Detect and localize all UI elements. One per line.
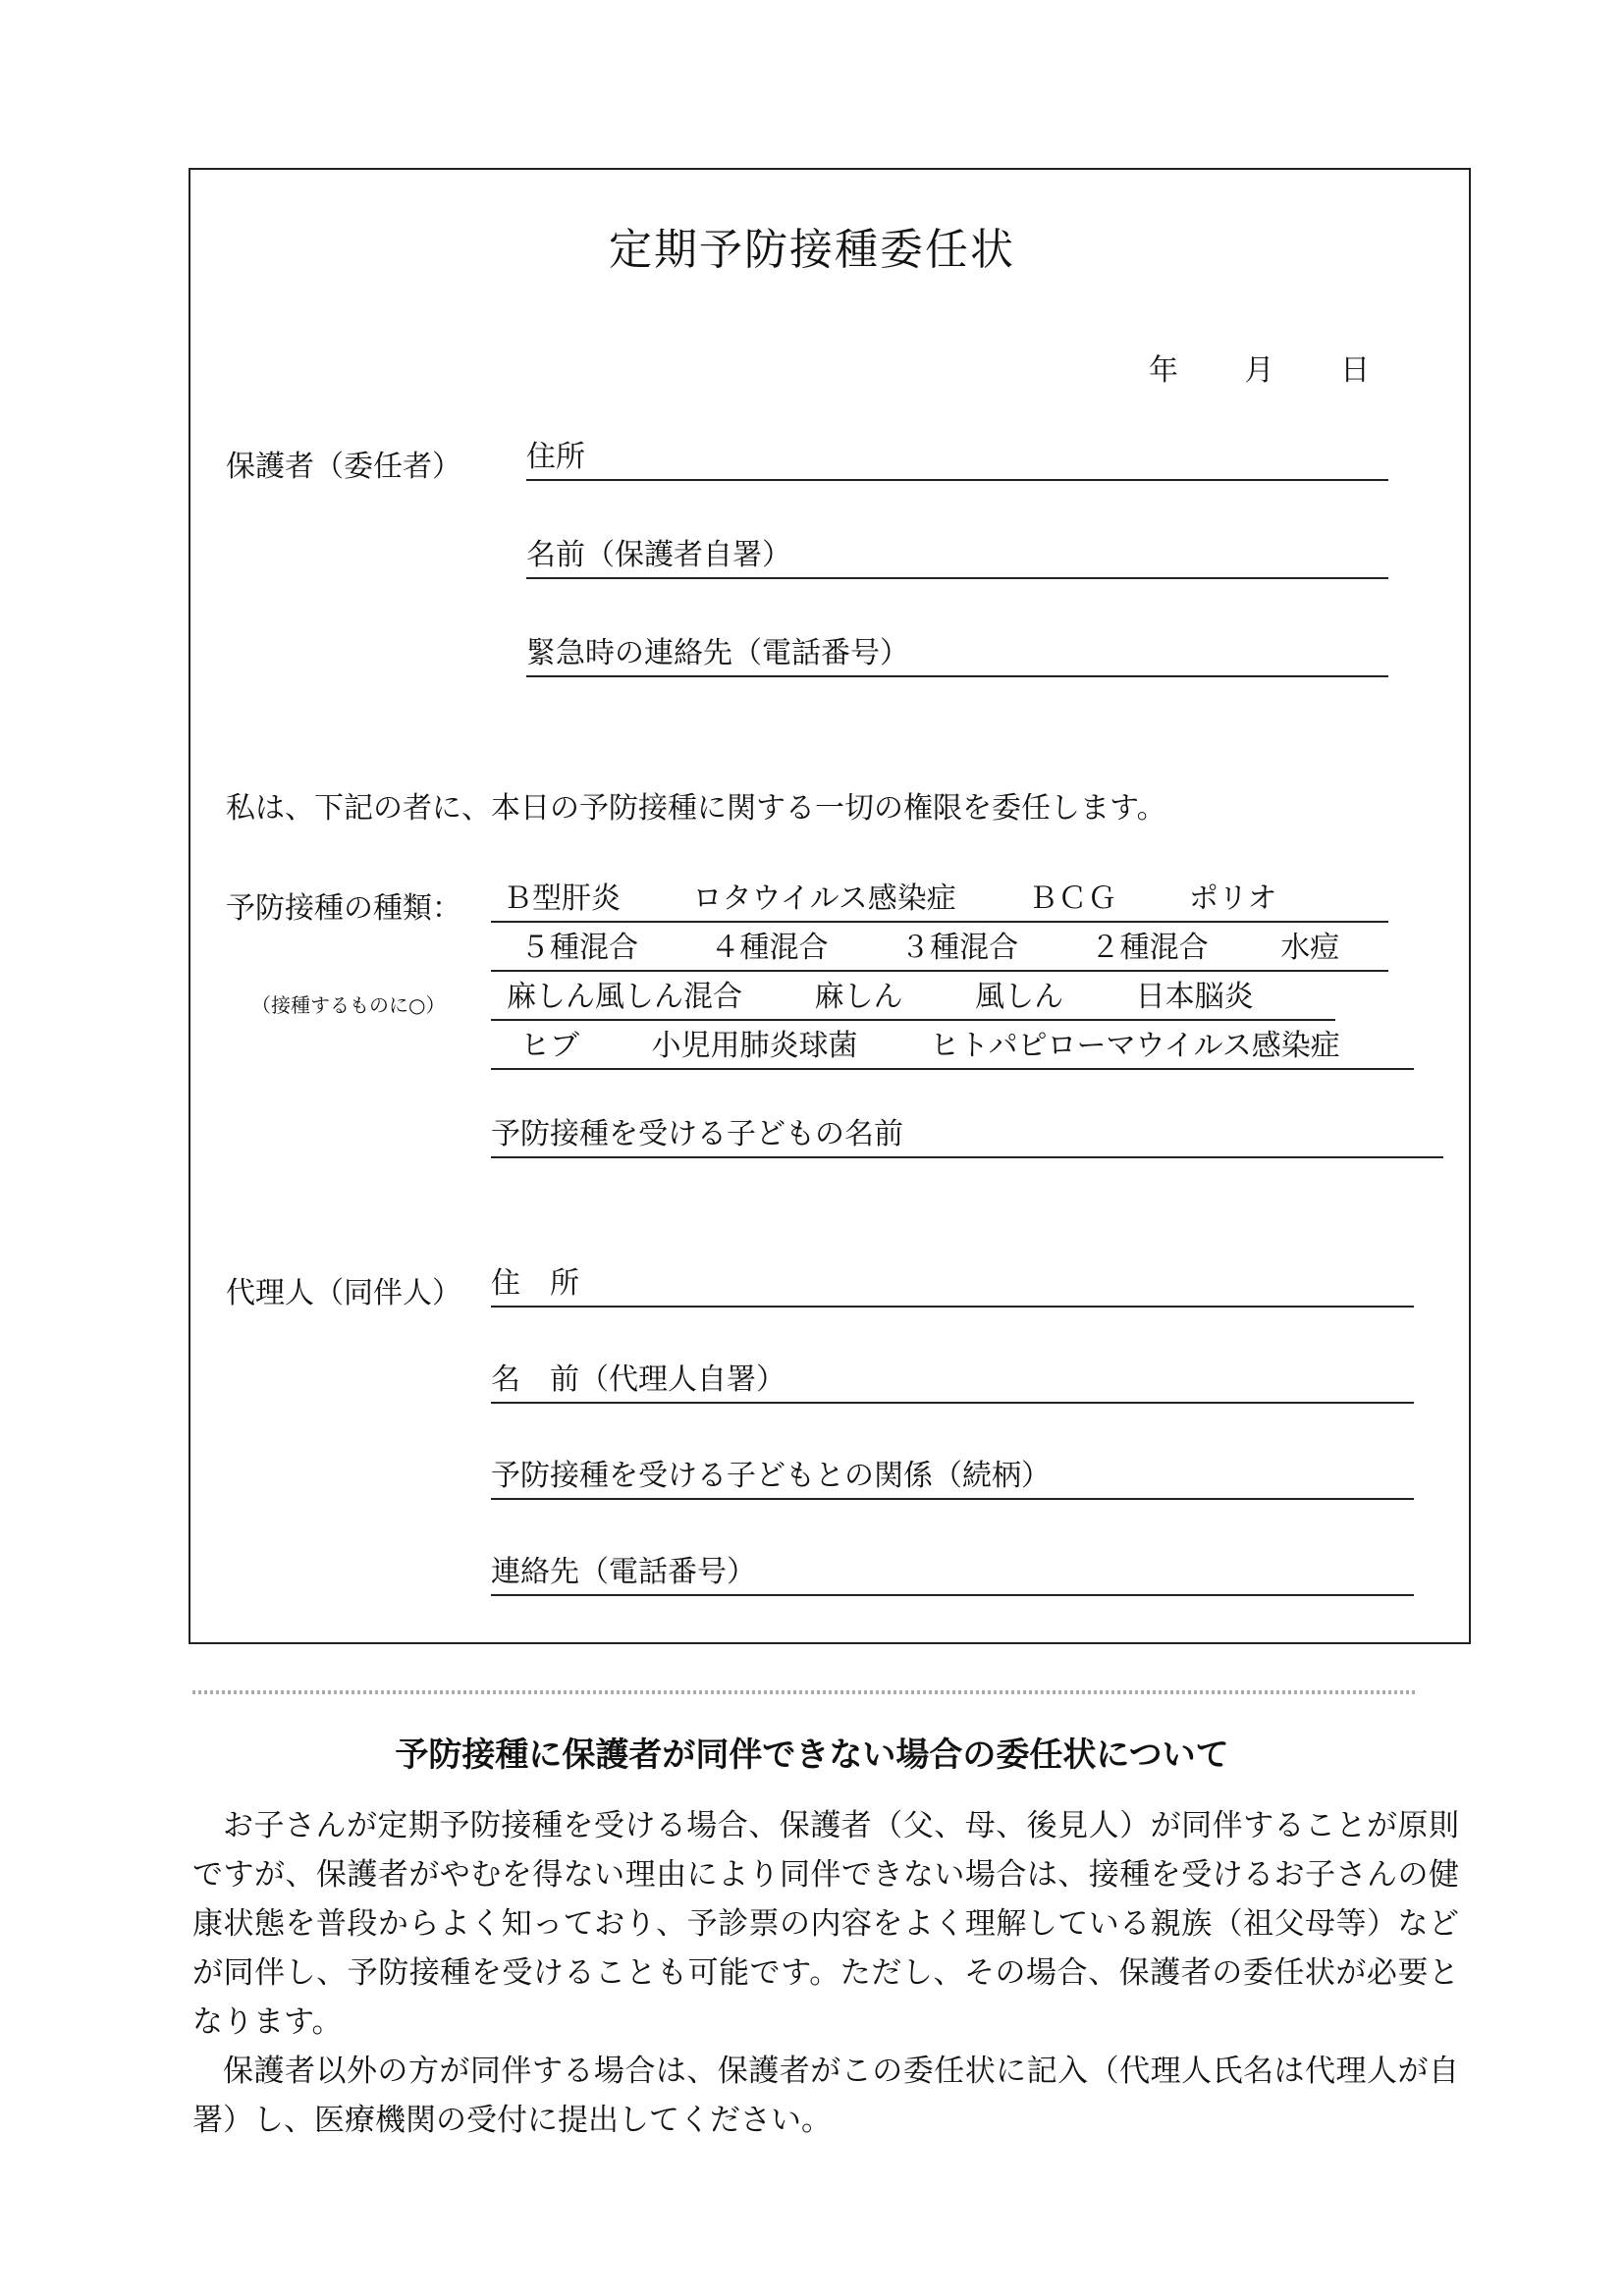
vaccine-option[interactable]: ロタウイルス感染症 (692, 881, 956, 916)
explanation-heading: 予防接種に保護者が同伴できない場合の委任状について (395, 1735, 1229, 1775)
vaccination-note: （接種するものに○） (251, 993, 446, 1017)
vaccine-option[interactable]: ４種混合 (710, 931, 829, 965)
vaccine-option[interactable]: ＢＣＧ (1028, 881, 1117, 916)
vaccine-option[interactable]: 水痘 (1280, 931, 1340, 965)
vaccine-option[interactable]: ポリオ (1188, 881, 1277, 916)
date-line (1149, 346, 1370, 389)
child-name-field[interactable]: 予防接種を受ける子どもの名前 (491, 1115, 1443, 1158)
vaccine-option[interactable]: Ｂ型肝炎 (503, 881, 621, 916)
guardian-label: 保護者（委任者） (226, 450, 461, 484)
explanation-paragraph-1: お子さんが定期予防接種を受ける場合、保護者（父、母、後見人）が同伴することが原則ですが、保護者がやむを得ない理由により同伴できない場合は、接種を受けるお子さんの健康状態を普段からよく知っており、予診票の内容をよく理解している親族（祖父母等）などが同伴し、予防接種を受けることも可能です。ただし、その場合、保護者の委任状が必要となります。 (192, 1808, 1459, 2040)
vaccine-option[interactable]: ヒブ (520, 1029, 579, 1063)
vaccination-type-label: 予防接種の種類： (226, 891, 461, 926)
vaccine-option[interactable]: 風しん (975, 980, 1064, 1014)
proxy-contact-field[interactable]: 連絡先（電話番号） (491, 1553, 1414, 1596)
proxy-name-field[interactable]: 名 前（代理人自署） (491, 1361, 1414, 1404)
date-month: 月 (1244, 353, 1274, 388)
vaccine-option[interactable]: 日本脳炎 (1135, 980, 1254, 1014)
form-title: 定期予防接種委任状 (609, 225, 1015, 275)
vaccine-row-1 (491, 880, 1388, 923)
date-day: 日 (1340, 353, 1371, 388)
proxy-label: 代理人（同伴人） (226, 1276, 461, 1310)
vaccine-option[interactable]: 麻しん (814, 980, 903, 1014)
guardian-emergency-contact-field[interactable]: 緊急時の連絡先（電話番号） (526, 634, 1388, 677)
date-year: 年 (1149, 353, 1178, 388)
explanation-paragraph-2: 保護者以外の方が同伴する場合は、保護者がこの委任状に記入（代理人氏名は代理人が自署）し、医療機関の受付に提出してください。 (192, 2054, 1459, 2138)
vaccine-row-2 (491, 929, 1388, 972)
guardian-address-field[interactable]: 住所 (526, 438, 1388, 481)
vaccine-option[interactable]: ５種混合 (520, 931, 638, 965)
proxy-address-field[interactable]: 住 所 (491, 1264, 1414, 1308)
vaccine-row-3 (491, 978, 1335, 1021)
vaccine-option[interactable]: ３種混合 (900, 931, 1019, 965)
proxy-relationship-field[interactable]: 予防接種を受ける子どもとの関係（続柄） (491, 1457, 1414, 1500)
explanation-body (192, 1801, 1459, 2145)
vaccine-option[interactable]: ２種混合 (1090, 931, 1209, 965)
vaccine-row-4 (491, 1027, 1414, 1070)
delegation-statement: 私は、下記の者に、本日の予防接種に関する一切の権限を委任します。 (226, 791, 1166, 826)
vaccine-option[interactable]: ヒトパピローマウイルス感染症 (930, 1029, 1340, 1063)
vaccine-option[interactable]: 小児用肺炎球菌 (651, 1029, 858, 1063)
guardian-name-field[interactable]: 名前（保護者自署） (526, 536, 1388, 579)
vaccine-option[interactable]: 麻しん風しん混合 (507, 980, 742, 1014)
section-divider (192, 1690, 1418, 1694)
